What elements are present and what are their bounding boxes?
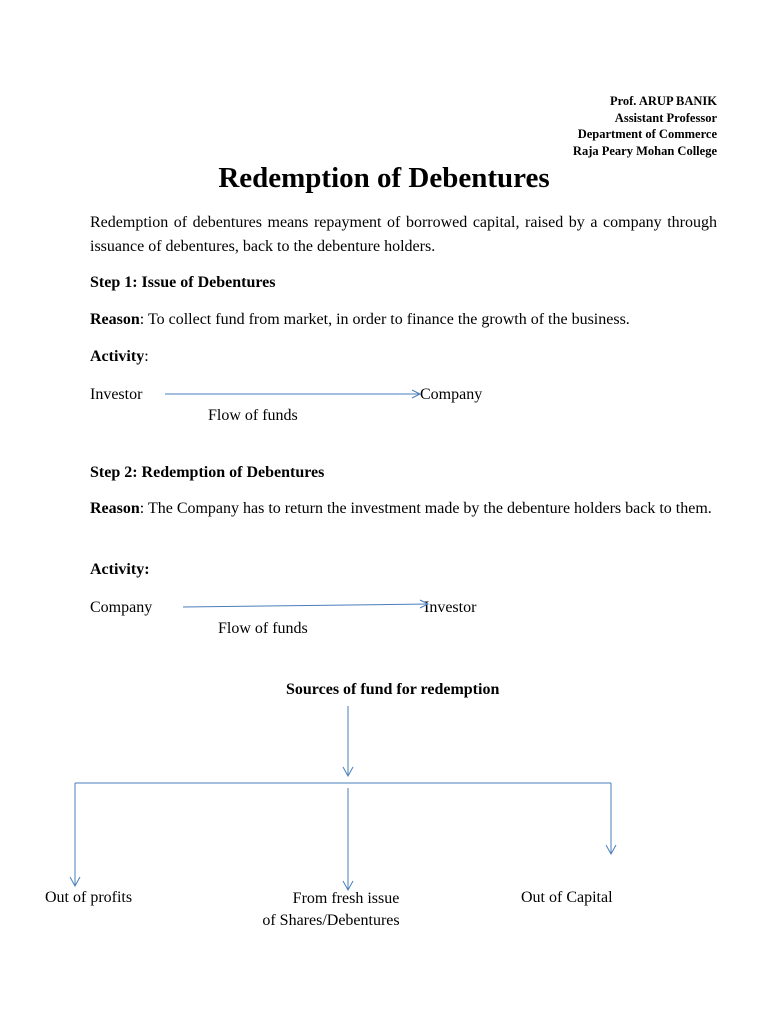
source-out-of-profits: Out of profits (45, 889, 133, 906)
step2-heading: Step 2: Redemption of Debentures (90, 464, 325, 481)
sources-down-arrowhead (343, 767, 353, 776)
branch-left-arrowhead (70, 877, 80, 886)
step2-flow-label: Flow of funds (218, 620, 308, 637)
step2-flow-arrow (183, 604, 428, 607)
step1-from-label: Investor (90, 386, 143, 403)
step1-reason (90, 308, 717, 332)
sources-heading: Sources of fund for redemption (286, 681, 500, 698)
intro-paragraph: Redemption of debentures means repayment of borrowed capital, raised by a company through issuance of debentures, back to the debenture holders. (90, 214, 717, 255)
author-block (573, 93, 717, 159)
step2-reason-label: Reason (90, 500, 140, 517)
step2-activity-label: Activity: (90, 561, 150, 578)
step2-from-label: Company (90, 599, 153, 616)
step1-activity-suffix: : (144, 348, 149, 365)
step1-activity-label: Activity (90, 348, 145, 365)
step1-heading: Step 1: Issue of Debentures (90, 274, 276, 291)
step1-to-label: Company (420, 386, 483, 403)
source-fresh-issue-line2: of Shares/Debentures (262, 912, 400, 929)
step2-reason (90, 497, 717, 521)
source-fresh-issue-line1: From fresh issue (292, 890, 400, 907)
page-title: Redemption of Debentures (218, 162, 550, 194)
author-college: Raja Peary Mohan College (572, 143, 717, 158)
step1-reason-label: Reason (90, 311, 140, 328)
step1-activity (90, 347, 149, 367)
author-designation: Assistant Professor (614, 110, 717, 125)
step2-to-label: Investor (424, 599, 477, 616)
branch-right-arrowhead (606, 845, 616, 854)
author-department: Department of Commerce (577, 127, 717, 141)
step1-flow-label: Flow of funds (208, 407, 298, 424)
author-name: Prof. ARUP BANIK (609, 94, 717, 108)
step1-reason-text: : To collect fund from market, in order to finance the growth of the business. (139, 311, 630, 328)
step1-arrowhead (412, 390, 420, 398)
source-out-of-capital: Out of Capital (521, 889, 613, 906)
step2-reason-text: : The Company has to return the investment made by the debenture holders back to them. (139, 500, 712, 517)
